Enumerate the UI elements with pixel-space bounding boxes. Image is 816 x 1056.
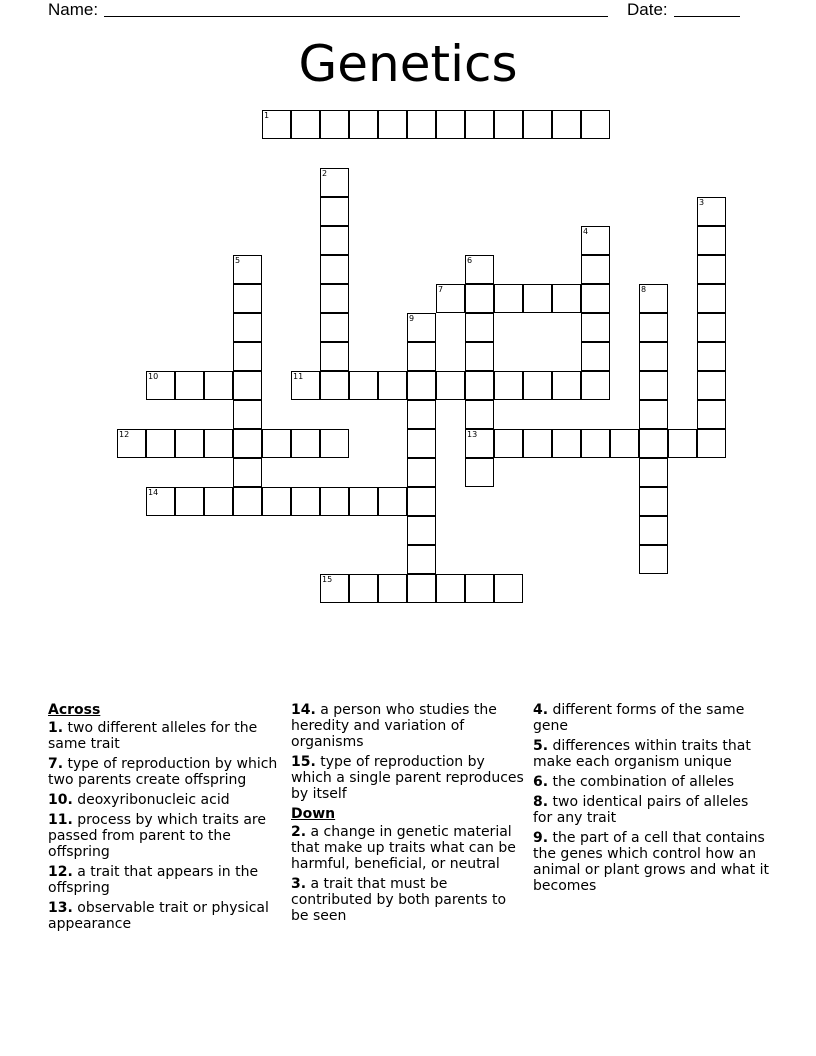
clues-column-2	[291, 702, 527, 928]
clue-number: 4	[583, 227, 589, 236]
crossword-cell[interactable]	[639, 313, 668, 342]
crossword-cell[interactable]	[581, 429, 610, 458]
crossword-cell[interactable]	[581, 371, 610, 400]
clue-item	[533, 794, 769, 826]
clue-item-number: 6.	[533, 774, 549, 790]
date-label: Date:	[627, 0, 668, 19]
crossword-cell[interactable]	[639, 284, 668, 313]
crossword-cell[interactable]	[523, 284, 552, 313]
clue-number: 6	[467, 256, 473, 265]
crossword-cell[interactable]	[407, 371, 436, 400]
clue-number: 3	[699, 198, 705, 207]
crossword-cell[interactable]	[697, 429, 726, 458]
crossword-cell[interactable]	[320, 574, 349, 603]
clue-item-text: observable trait or physical appearance	[48, 900, 269, 932]
clue-item-number: 7.	[48, 756, 64, 772]
crossword-cell[interactable]	[175, 429, 204, 458]
crossword-cell[interactable]	[291, 371, 320, 400]
clue-item-text: differences within traits that make each organism unique	[533, 738, 751, 770]
clue-item-number: 1.	[48, 720, 64, 736]
crossword-cell[interactable]	[233, 458, 262, 487]
clue-item	[291, 824, 527, 872]
clue-item-text: deoxyribonucleic acid	[72, 792, 230, 808]
clue-number: 10	[148, 372, 159, 381]
crossword-cell[interactable]	[320, 226, 349, 255]
crossword-cell[interactable]	[494, 429, 523, 458]
clue-item-text: two different alleles for the same trait	[48, 720, 258, 752]
crossword-cell[interactable]	[407, 313, 436, 342]
crossword-cell[interactable]	[494, 371, 523, 400]
clue-item-number: 5.	[533, 738, 549, 754]
crossword-cell[interactable]	[233, 400, 262, 429]
crossword-cell[interactable]	[349, 110, 378, 139]
crossword-cell[interactable]	[639, 545, 668, 574]
crossword-cell[interactable]	[291, 429, 320, 458]
clue-item-number: 14.	[291, 702, 316, 718]
crossword-cell[interactable]	[581, 313, 610, 342]
crossword-cell[interactable]	[552, 284, 581, 313]
crossword-cell[interactable]	[146, 429, 175, 458]
crossword-cell[interactable]	[639, 400, 668, 429]
crossword-cell[interactable]	[610, 429, 639, 458]
crossword-cell[interactable]	[320, 168, 349, 197]
crossword-cell[interactable]	[465, 342, 494, 371]
clue-number: 13	[467, 430, 478, 439]
crossword-cell[interactable]	[581, 255, 610, 284]
crossword-cell[interactable]	[378, 110, 407, 139]
clue-number: 1	[264, 111, 270, 120]
crossword-cell[interactable]	[320, 110, 349, 139]
clue-item	[48, 812, 280, 860]
crossword-cell[interactable]	[465, 574, 494, 603]
crossword-cell[interactable]	[146, 371, 175, 400]
crossword-cell[interactable]	[349, 371, 378, 400]
clue-item-number: 13.	[48, 900, 73, 916]
crossword-cell[interactable]	[523, 110, 552, 139]
crossword-cell[interactable]	[407, 545, 436, 574]
crossword-cell[interactable]	[378, 574, 407, 603]
crossword-cell[interactable]	[117, 429, 146, 458]
clue-item	[48, 720, 280, 752]
clue-item-number: 11.	[48, 812, 73, 828]
crossword-cell[interactable]	[407, 574, 436, 603]
crossword-cell[interactable]	[262, 429, 291, 458]
clue-item	[533, 738, 769, 770]
crossword-cell[interactable]	[291, 487, 320, 516]
clue-item-number: 4.	[533, 702, 549, 718]
across-heading: Across	[48, 702, 101, 718]
crossword-cell[interactable]	[436, 371, 465, 400]
clue-number: 15	[322, 575, 333, 584]
clue-item-text: the part of a cell that contains the genes which control how an animal or plant grows and what it becomes	[533, 830, 769, 894]
clue-item	[48, 756, 280, 788]
crossword-cell[interactable]	[320, 197, 349, 226]
clue-item-number: 9.	[533, 830, 549, 846]
crossword-cell[interactable]	[233, 313, 262, 342]
clues-column-3	[533, 702, 769, 898]
clue-item-text: type of reproduction by which a single parent reproduces by itself	[291, 754, 524, 802]
crossword-cell[interactable]	[320, 429, 349, 458]
crossword-cell[interactable]	[436, 284, 465, 313]
crossword-cell[interactable]	[407, 516, 436, 545]
crossword-cell[interactable]	[697, 284, 726, 313]
crossword-cell[interactable]	[233, 371, 262, 400]
crossword-cell[interactable]	[407, 487, 436, 516]
page-title: Genetics	[298, 35, 518, 93]
crossword-cell[interactable]	[262, 487, 291, 516]
crossword-cell[interactable]	[320, 371, 349, 400]
crossword-cell[interactable]	[407, 429, 436, 458]
crossword-cell[interactable]	[552, 371, 581, 400]
clue-item	[291, 702, 527, 750]
clue-number: 14	[148, 488, 159, 497]
crossword-cell[interactable]	[494, 110, 523, 139]
crossword-cell[interactable]	[697, 371, 726, 400]
crossword-cell[interactable]	[523, 429, 552, 458]
crossword-cell[interactable]	[204, 429, 233, 458]
clue-item	[533, 702, 769, 734]
clue-item-number: 3.	[291, 876, 307, 892]
crossword-cell[interactable]	[697, 226, 726, 255]
crossword-cell[interactable]	[465, 110, 494, 139]
crossword-cell[interactable]	[262, 110, 291, 139]
clue-item-text: process by which traits are passed from parent to the offspring	[48, 812, 266, 860]
crossword-cell[interactable]	[175, 487, 204, 516]
clue-item-number: 12.	[48, 864, 73, 880]
crossword-cell[interactable]	[233, 429, 262, 458]
crossword-cell[interactable]	[639, 516, 668, 545]
clue-item-text: two identical pairs of alleles for any trait	[533, 794, 749, 826]
clue-number: 12	[119, 430, 130, 439]
crossword-cell[interactable]	[291, 110, 320, 139]
crossword-cell[interactable]	[697, 197, 726, 226]
clue-item-text: a person who studies the heredity and variation of organisms	[291, 702, 497, 750]
crossword-cell[interactable]	[639, 429, 668, 458]
clue-item-text: type of reproduction by which two parents create offspring	[48, 756, 278, 788]
clue-number: 5	[235, 256, 241, 265]
crossword-cell[interactable]	[697, 400, 726, 429]
clue-item-text: the combination of alleles	[548, 774, 735, 790]
crossword-cell[interactable]	[552, 110, 581, 139]
crossword-cell[interactable]	[639, 371, 668, 400]
crossword-cell[interactable]	[639, 458, 668, 487]
crossword-cell[interactable]	[494, 574, 523, 603]
clue-number: 11	[293, 372, 304, 381]
down-heading: Down	[291, 806, 336, 822]
clue-number: 9	[409, 314, 415, 323]
name-label: Name:	[48, 0, 99, 19]
crossword-cell[interactable]	[233, 255, 262, 284]
clue-number: 8	[641, 285, 647, 294]
crossword-cell[interactable]	[465, 255, 494, 284]
crossword-cell[interactable]	[465, 429, 494, 458]
crossword-cell[interactable]	[204, 371, 233, 400]
crossword-cell[interactable]	[523, 371, 552, 400]
crossword-cell[interactable]	[465, 371, 494, 400]
clue-item	[291, 754, 527, 802]
crossword-cell[interactable]	[407, 458, 436, 487]
clue-number: 7	[438, 285, 444, 294]
crossword-cell[interactable]	[581, 342, 610, 371]
crossword-cell[interactable]	[378, 371, 407, 400]
crossword-cell[interactable]	[552, 429, 581, 458]
crossword-cell[interactable]	[320, 487, 349, 516]
crossword-cell[interactable]	[378, 487, 407, 516]
crossword-cell[interactable]	[320, 313, 349, 342]
clue-item-number: 10.	[48, 792, 73, 808]
crossword-cell[interactable]	[407, 110, 436, 139]
crossword-cell[interactable]	[407, 400, 436, 429]
clue-item	[48, 864, 280, 896]
crossword-cell[interactable]	[465, 458, 494, 487]
clue-item-text: a change in genetic material that make up traits what can be harmful, beneficial, or neutral	[291, 824, 516, 872]
clue-item	[48, 900, 280, 932]
crossword-cell[interactable]	[697, 255, 726, 284]
clue-item	[291, 876, 527, 924]
clue-item-text: a trait that must be contributed by both parents to be seen	[291, 876, 507, 924]
clue-item-text: different forms of the same gene	[533, 702, 745, 734]
crossword-cell[interactable]	[639, 342, 668, 371]
crossword-cell[interactable]	[349, 574, 378, 603]
crossword-cell[interactable]	[668, 429, 697, 458]
crossword-cell[interactable]	[465, 284, 494, 313]
crossword-cell[interactable]	[581, 110, 610, 139]
crossword-cell[interactable]	[639, 487, 668, 516]
crossword-cell[interactable]	[233, 284, 262, 313]
crossword-cell[interactable]	[349, 487, 378, 516]
crossword-cell[interactable]	[146, 487, 175, 516]
crossword-cell[interactable]	[320, 255, 349, 284]
crossword-cell[interactable]	[407, 342, 436, 371]
clue-number: 2	[322, 169, 328, 178]
crossword-cell[interactable]	[465, 400, 494, 429]
crossword-cell[interactable]	[697, 342, 726, 371]
crossword-cell[interactable]	[581, 226, 610, 255]
crossword-cell[interactable]	[233, 342, 262, 371]
clue-item	[48, 792, 280, 808]
clue-item	[533, 774, 769, 790]
clue-item-number: 2.	[291, 824, 307, 840]
crossword-cell[interactable]	[465, 313, 494, 342]
crossword-cell[interactable]	[697, 313, 726, 342]
crossword-cell[interactable]	[494, 284, 523, 313]
crossword-cell[interactable]	[581, 284, 610, 313]
crossword-cell[interactable]	[175, 371, 204, 400]
clue-item-number: 8.	[533, 794, 549, 810]
clue-item-number: 15.	[291, 754, 316, 770]
crossword-cell[interactable]	[320, 284, 349, 313]
clue-item-text: a trait that appears in the offspring	[48, 864, 259, 896]
clue-item	[533, 830, 769, 894]
clues-column-1	[48, 702, 280, 936]
crossword-cell[interactable]	[233, 487, 262, 516]
crossword-cell[interactable]	[436, 110, 465, 139]
crossword-cell[interactable]	[320, 342, 349, 371]
crossword-cell[interactable]	[436, 574, 465, 603]
crossword-cell[interactable]	[204, 487, 233, 516]
